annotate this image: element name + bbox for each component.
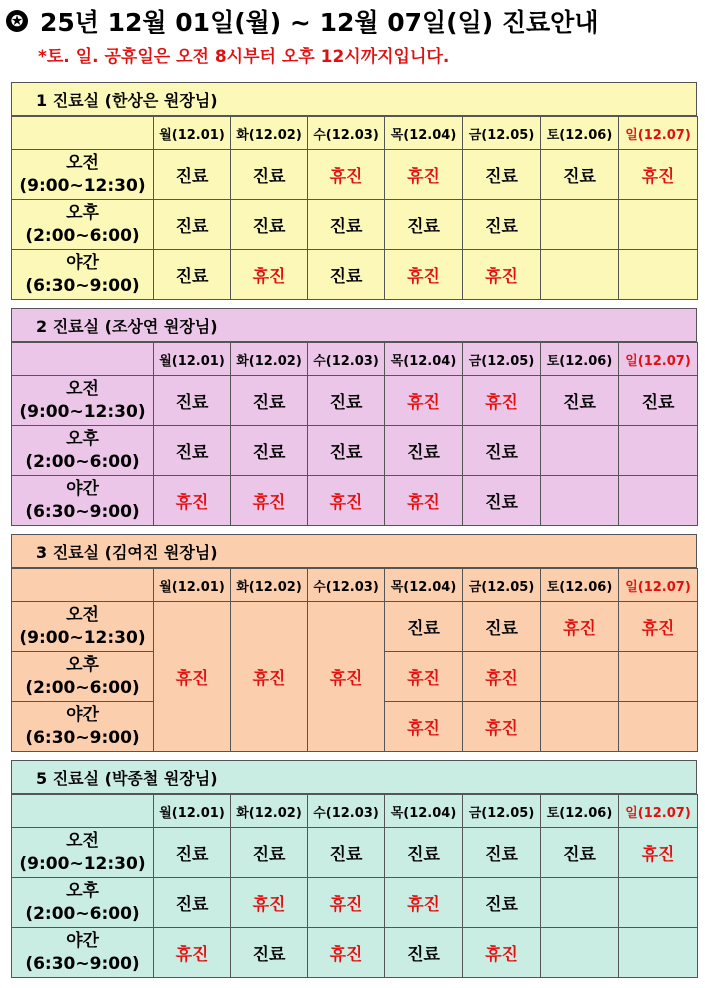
status-cell: [619, 928, 698, 978]
day-header-cell: 화(12.02): [231, 569, 308, 602]
status-cell: 휴진: [231, 878, 308, 928]
status-cell: [619, 878, 698, 928]
day-header-cell: 월(12.01): [154, 569, 231, 602]
day-header-cell: 금(12.05): [463, 117, 541, 150]
status-cell: [541, 426, 619, 476]
status-cell: 진료: [463, 476, 541, 526]
status-cell: 휴진: [154, 928, 231, 978]
status-cell: 휴진: [541, 602, 619, 652]
status-cell: 진료: [154, 150, 231, 200]
room-section: [11, 82, 697, 300]
status-cell: [541, 928, 619, 978]
slot-row: [12, 200, 698, 250]
status-cell: 휴진: [385, 150, 463, 200]
slot-name: 오전: [66, 830, 99, 851]
slot-time: (6:30~9:00): [25, 727, 140, 748]
status-cell: 진료: [154, 250, 231, 300]
status-cell-merged: 휴진: [231, 602, 308, 752]
schedule-table: [11, 116, 698, 300]
status-cell: 휴진: [308, 476, 385, 526]
day-header-cell: 일(12.07): [619, 569, 698, 602]
slot-label-cell: [12, 828, 154, 878]
header-blank-cell: [12, 569, 154, 602]
status-cell: 휴진: [463, 928, 541, 978]
slot-time: (2:00~6:00): [25, 225, 140, 246]
status-cell: 진료: [308, 828, 385, 878]
slot-name: 오전: [66, 152, 99, 173]
day-header-cell: 금(12.05): [463, 569, 541, 602]
day-header-cell: 수(12.03): [308, 569, 385, 602]
status-cell: 휴진: [385, 652, 463, 702]
status-cell: 휴진: [231, 476, 308, 526]
slot-name: 야간: [66, 252, 99, 273]
slot-time: (9:00~12:30): [19, 627, 146, 648]
day-header-cell: 월(12.01): [154, 117, 231, 150]
status-cell: 진료: [231, 200, 308, 250]
slot-time: (9:00~12:30): [19, 175, 146, 196]
slot-label-cell: [12, 602, 154, 652]
slot-row: [12, 426, 698, 476]
slot-row: [12, 376, 698, 426]
day-header-cell: 토(12.06): [541, 343, 619, 376]
status-cell: 휴진: [619, 150, 698, 200]
slot-label-cell: [12, 150, 154, 200]
day-header-cell: 수(12.03): [308, 795, 385, 828]
status-cell: 진료: [463, 878, 541, 928]
status-cell: 진료: [541, 376, 619, 426]
day-header-cell: 화(12.02): [231, 343, 308, 376]
holiday-notice: *토. 일. 공휴일은 오전 8시부터 오후 12시까지입니다.: [38, 47, 450, 67]
day-header-cell: 토(12.06): [541, 795, 619, 828]
status-cell: 진료: [231, 928, 308, 978]
room-section: [11, 534, 697, 752]
status-cell: [541, 200, 619, 250]
status-cell-merged: 휴진: [308, 602, 385, 752]
day-header-row: [12, 343, 698, 376]
status-cell: [619, 702, 698, 752]
status-cell: 휴진: [308, 878, 385, 928]
slot-time: (6:30~9:00): [25, 953, 140, 974]
status-cell: [541, 476, 619, 526]
slot-label-cell: [12, 426, 154, 476]
status-cell: 휴진: [308, 150, 385, 200]
slot-label-cell: [12, 652, 154, 702]
room-section: [11, 308, 697, 526]
status-cell: 진료: [463, 150, 541, 200]
day-header-cell: 금(12.05): [463, 343, 541, 376]
room-title: 1 진료실 (한상은 원장님): [11, 82, 697, 116]
slot-name: 야간: [66, 704, 99, 725]
page-title-text: 25년 12월 01일(월) ~ 12월 07일(일) 진료안내: [40, 8, 599, 37]
day-header-cell: 일(12.07): [619, 795, 698, 828]
status-cell: [619, 476, 698, 526]
status-cell: 진료: [308, 200, 385, 250]
slot-label-cell: [12, 878, 154, 928]
slot-row: [12, 602, 698, 652]
day-header-cell: 금(12.05): [463, 795, 541, 828]
day-header-cell: 토(12.06): [541, 569, 619, 602]
slot-label-cell: [12, 702, 154, 752]
slot-label-cell: [12, 250, 154, 300]
status-cell: 휴진: [308, 928, 385, 978]
room-section: [11, 760, 697, 978]
slot-label-cell: [12, 376, 154, 426]
status-cell: 진료: [385, 426, 463, 476]
status-cell: 진료: [385, 602, 463, 652]
slot-label-cell: [12, 928, 154, 978]
slot-time: (2:00~6:00): [25, 903, 140, 924]
slot-label-cell: [12, 476, 154, 526]
status-cell: 진료: [231, 376, 308, 426]
day-header-cell: 목(12.04): [385, 343, 463, 376]
slot-name: 오후: [66, 654, 99, 675]
status-cell: 진료: [154, 200, 231, 250]
status-cell: [619, 200, 698, 250]
day-header-cell: 목(12.04): [385, 117, 463, 150]
room-title: 5 진료실 (박종철 원장님): [11, 760, 697, 794]
status-cell: 진료: [619, 376, 698, 426]
slot-name: 오후: [66, 202, 99, 223]
slot-name: 야간: [66, 930, 99, 951]
slot-name: 오전: [66, 378, 99, 399]
slot-row: [12, 476, 698, 526]
day-header-row: [12, 795, 698, 828]
day-header-cell: 토(12.06): [541, 117, 619, 150]
status-cell: 진료: [231, 150, 308, 200]
status-cell: 진료: [385, 828, 463, 878]
status-cell: 휴진: [385, 702, 463, 752]
status-cell: 진료: [154, 426, 231, 476]
slot-name: 오후: [66, 428, 99, 449]
slot-time: (2:00~6:00): [25, 677, 140, 698]
slot-label-cell: [12, 200, 154, 250]
status-cell: 진료: [154, 828, 231, 878]
status-cell: [619, 426, 698, 476]
day-header-cell: 화(12.02): [231, 117, 308, 150]
status-cell: 진료: [541, 828, 619, 878]
day-header-cell: 목(12.04): [385, 795, 463, 828]
status-cell: 휴진: [463, 702, 541, 752]
slot-row: [12, 828, 698, 878]
status-cell: [541, 652, 619, 702]
status-cell: 진료: [463, 602, 541, 652]
status-cell: 진료: [231, 828, 308, 878]
slot-time: (6:30~9:00): [25, 275, 140, 296]
status-cell: 진료: [463, 426, 541, 476]
slot-row: [12, 878, 698, 928]
day-header-cell: 수(12.03): [308, 343, 385, 376]
status-cell: [541, 878, 619, 928]
slot-time: (9:00~12:30): [19, 853, 146, 874]
status-cell: 휴진: [463, 250, 541, 300]
status-cell: 진료: [463, 828, 541, 878]
day-header-cell: 월(12.01): [154, 343, 231, 376]
day-header-cell: 일(12.07): [619, 343, 698, 376]
status-cell: 진료: [308, 426, 385, 476]
page-title: [6, 4, 598, 38]
status-cell: 진료: [154, 376, 231, 426]
status-cell-merged: 휴진: [154, 602, 231, 752]
status-cell: [619, 250, 698, 300]
status-cell: 진료: [154, 878, 231, 928]
day-header-row: [12, 569, 698, 602]
room-title: 3 진료실 (김여진 원장님): [11, 534, 697, 568]
status-cell: 진료: [463, 200, 541, 250]
slot-name: 오후: [66, 880, 99, 901]
status-cell: 진료: [541, 150, 619, 200]
day-header-cell: 수(12.03): [308, 117, 385, 150]
status-cell: 휴진: [619, 828, 698, 878]
status-cell: 휴진: [463, 376, 541, 426]
status-cell: 휴진: [619, 602, 698, 652]
header-blank-cell: [12, 795, 154, 828]
status-cell: [619, 652, 698, 702]
day-header-cell: 일(12.07): [619, 117, 698, 150]
room-title: 2 진료실 (조상연 원장님): [11, 308, 697, 342]
status-cell: [541, 250, 619, 300]
status-cell: 진료: [385, 200, 463, 250]
status-cell: [541, 702, 619, 752]
day-header-cell: 화(12.02): [231, 795, 308, 828]
schedule-table: [11, 794, 698, 978]
schedule-table: [11, 342, 698, 526]
day-header-cell: 월(12.01): [154, 795, 231, 828]
slot-time: (6:30~9:00): [25, 501, 140, 522]
slot-row: [12, 150, 698, 200]
slot-time: (2:00~6:00): [25, 451, 140, 472]
day-header-cell: 목(12.04): [385, 569, 463, 602]
header-blank-cell: [12, 343, 154, 376]
status-cell: 휴진: [385, 250, 463, 300]
header-blank-cell: [12, 117, 154, 150]
slot-time: (9:00~12:30): [19, 401, 146, 422]
status-cell: 진료: [385, 928, 463, 978]
slot-row: [12, 250, 698, 300]
status-cell: 진료: [308, 250, 385, 300]
status-cell: 진료: [308, 376, 385, 426]
schedule-table: [11, 568, 698, 752]
day-header-row: [12, 117, 698, 150]
status-cell: 휴진: [385, 878, 463, 928]
slot-row: [12, 928, 698, 978]
status-cell: 휴진: [385, 476, 463, 526]
slot-name: 오전: [66, 604, 99, 625]
star-circle-icon: ✪: [6, 10, 28, 32]
slot-name: 야간: [66, 478, 99, 499]
status-cell: 휴진: [385, 376, 463, 426]
status-cell: 휴진: [463, 652, 541, 702]
status-cell: 휴진: [154, 476, 231, 526]
status-cell: 진료: [231, 426, 308, 476]
status-cell: 휴진: [231, 250, 308, 300]
